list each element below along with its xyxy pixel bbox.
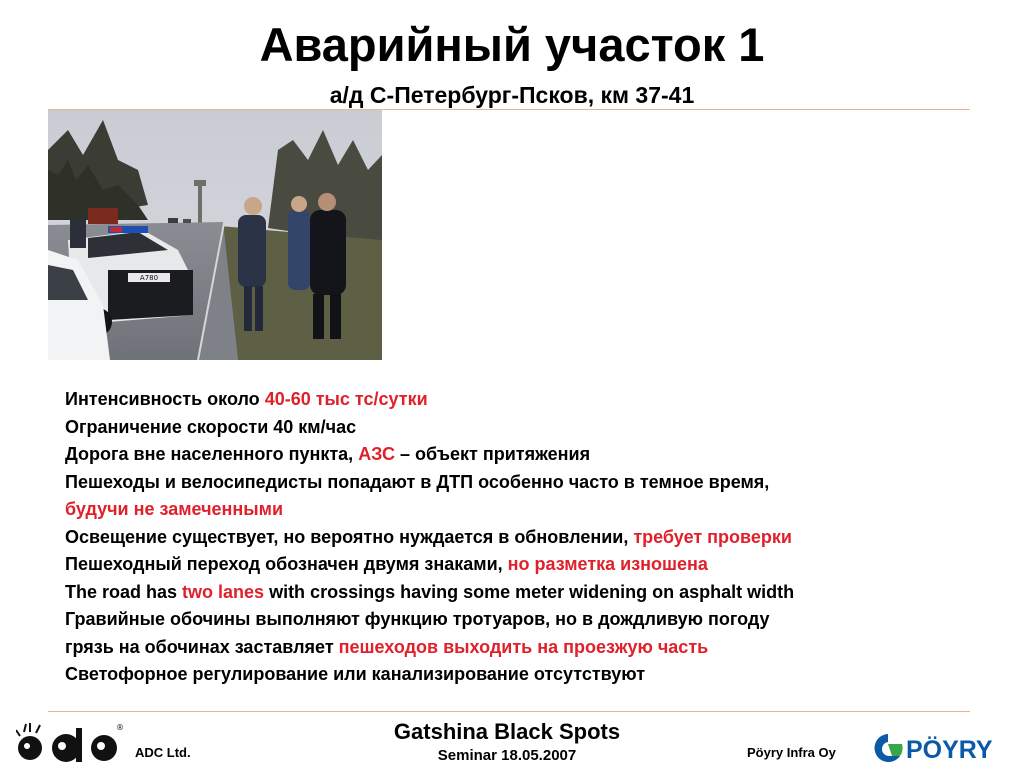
slide-subtitle: а/д С-Петербург-Псков, км 37-41 (329, 82, 695, 108)
footer-left-company: ADC Ltd. (135, 745, 191, 760)
highlight-roadway: пешеходов выходить на проезжую часть (338, 636, 709, 657)
registered-mark: ® (116, 723, 124, 732)
bottom-divider (48, 711, 970, 712)
line-shoulders-cont: грязь на обочинах заставляет пешеходов выходить на проезжую часть (65, 636, 709, 657)
slide-title: Аварийный участок 1 (259, 18, 765, 71)
line-traffic: Интенсивность около 40-60 тыс тс/сутки (65, 389, 428, 409)
poyry-logo (870, 730, 1020, 766)
line-signals: Светофорное регулирование или канализирование отсутствуют (65, 664, 646, 684)
footer-seminar: Seminar 18.05.2007 (437, 747, 577, 764)
footer-title-block (0, 718, 1014, 766)
line-lighting: Освещение существует, но вероятно нуждается в обновлении, требует проверки (65, 526, 792, 547)
footer-right-company: Pöyry Infra Oy (747, 745, 836, 760)
poyry-wordmark: PÖYRY (906, 736, 993, 764)
line-lanes: The road has two lanes with crossings having some meter widening on asphalt width (65, 581, 795, 602)
license-plate-text: A780 (139, 274, 159, 282)
accident-site-photo (48, 110, 382, 360)
line-road-location: Дорога вне населенного пункта, АЗС – объект притяжения (65, 444, 591, 464)
footer-title: Gatshina Black Spots (393, 719, 621, 744)
line-speed-limit: Ограничение скорости 40 км/час (65, 416, 357, 437)
line-shoulders: Гравийные обочины выполняют функцию тротуаров, но в дождливую погоду (65, 609, 770, 629)
highlight-gas-station: АЗС (358, 444, 396, 464)
line-pedestrians-cont (65, 496, 1005, 524)
line-pedestrians: Пешеходы и велосипедисты попадают в ДТП особенно часто в темное время, (65, 471, 770, 492)
highlight-check: требует проверки (633, 526, 792, 547)
highlight-unnoticed: будучи не замеченными (65, 499, 284, 519)
description-list (65, 386, 1005, 689)
highlight-traffic: 40-60 тыс тс/сутки (264, 389, 428, 409)
highlight-markings: но разметка изношена (507, 554, 708, 574)
line-crossing: Пешеходный переход обозначен двумя знаками, но разметка изношена (65, 554, 708, 574)
highlight-two-lanes: two lanes (182, 581, 265, 602)
